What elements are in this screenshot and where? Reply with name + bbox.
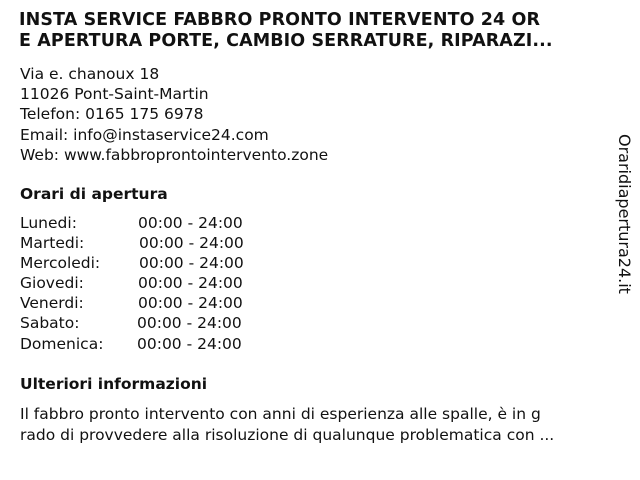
day-label: Domenica: bbox=[20, 334, 104, 353]
address-street: Via e. chanoux 18 bbox=[20, 65, 160, 83]
site-watermark-link[interactable]: Oraridiapertura24.it bbox=[615, 134, 634, 294]
time-range: 00:00 - 24:00 bbox=[139, 234, 244, 253]
time-range: 00:00 - 24:00 bbox=[137, 334, 242, 353]
contact-block bbox=[20, 64, 328, 165]
day-label: Lunedi: bbox=[20, 214, 77, 232]
opening-hours-heading: Orari di apertura bbox=[20, 185, 168, 203]
time-range: 00:00 - 24:00 bbox=[138, 294, 243, 313]
more-info-text bbox=[20, 404, 620, 446]
web-text: Web: www.fabbroprontointervento.zone bbox=[20, 145, 329, 164]
phone-text: Telefon: 0165 175 6978 bbox=[20, 105, 204, 124]
time-range: 00:00 - 24:00 bbox=[137, 314, 242, 333]
time-range: 00:00 - 24:00 bbox=[138, 214, 243, 232]
business-title-line-1: INSTA SERVICE FABBRO PRONTO INTERVENTO 24 OR bbox=[19, 10, 541, 30]
day-label: Giovedi: bbox=[20, 274, 84, 293]
day-label: Mercoledi: bbox=[20, 254, 101, 273]
more-info-line-1: Il fabbro pronto intervento con anni di esperienza alle spalle, è in g bbox=[20, 405, 541, 423]
time-range: 00:00 - 24:00 bbox=[139, 254, 244, 273]
day-label: Venerdi: bbox=[20, 294, 84, 313]
more-info-line-2: rado di provvedere alla risoluzione di qualunque problematica con ... bbox=[20, 426, 555, 444]
business-title-line-2: E APERTURA PORTE, CAMBIO SERRATURE, RIPARAZI... bbox=[19, 31, 553, 51]
business-title bbox=[19, 10, 619, 52]
day-label: Sabato: bbox=[20, 314, 80, 333]
address-city: 11026 Pont-Saint-Martin bbox=[20, 85, 209, 104]
email-text: Email: info@instaservice24.com bbox=[20, 125, 269, 144]
day-label: Martedi: bbox=[20, 234, 85, 253]
more-info-heading: Ulteriori informazioni bbox=[20, 375, 208, 393]
time-range: 00:00 - 24:00 bbox=[138, 274, 243, 293]
